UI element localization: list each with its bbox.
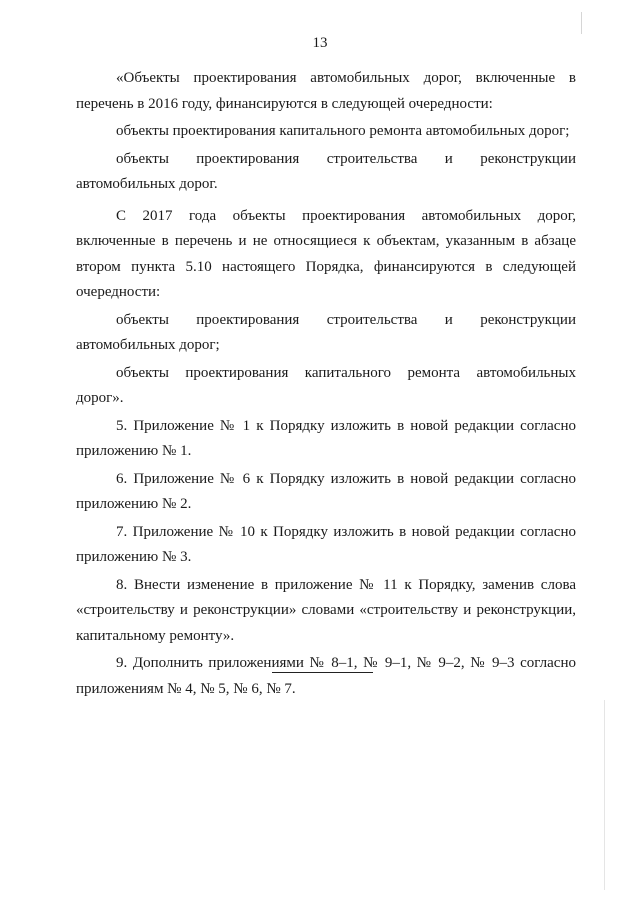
paragraph: 5. Приложение № 1 к Порядку изложить в новой редакции согласно приложению № 1. (76, 417, 576, 459)
paragraph: 8. Внести изменение в приложение № 11 к Порядку, заменив слова «строительству и реконструкции» словами «строительству и реконструкции, капитальному ремонту». (76, 576, 576, 644)
paragraph: объекты проектирования капитального ремонта автомобильных дорог». (76, 364, 576, 406)
paragraph: «Объекты проектирования автомобильных дорог, включенные в перечень в 2016 году, финансируются в следующей очередности: (76, 70, 576, 112)
paragraph: 6. Приложение № 6 к Порядку изложить в новой редакции согласно приложению № 2. (76, 470, 576, 512)
scan-artifact (581, 12, 582, 34)
paragraph: 7. Приложение № 10 к Порядку изложить в новой редакции согласно приложению № 3. (76, 523, 576, 565)
paragraph: объекты проектирования строительства и реконструкции автомобильных дорог; (76, 311, 576, 353)
paragraph: объекты проектирования капитального ремонта автомобильных дорог; (116, 123, 570, 139)
scan-artifact (604, 700, 605, 890)
document-body (76, 66, 576, 702)
paragraph: 9. Дополнить приложениями № 8–1, № 9–1, № 9–2, № 9–3 согласно приложениям № 4, № 5, № 6, № 7. (76, 655, 576, 697)
paragraph: С 2017 года объекты проектирования автомобильных дорог, включенные в перечень и не относящиеся к объектам, указанным в абзаце втором пункта 5.10 настоящего Порядка, финансируются в следующей очередности: (76, 207, 576, 300)
closing-rule (272, 672, 373, 673)
paragraph: объекты проектирования строительства и реконструкции автомобильных дорог. (76, 150, 576, 192)
page-number: 13 (312, 35, 328, 51)
